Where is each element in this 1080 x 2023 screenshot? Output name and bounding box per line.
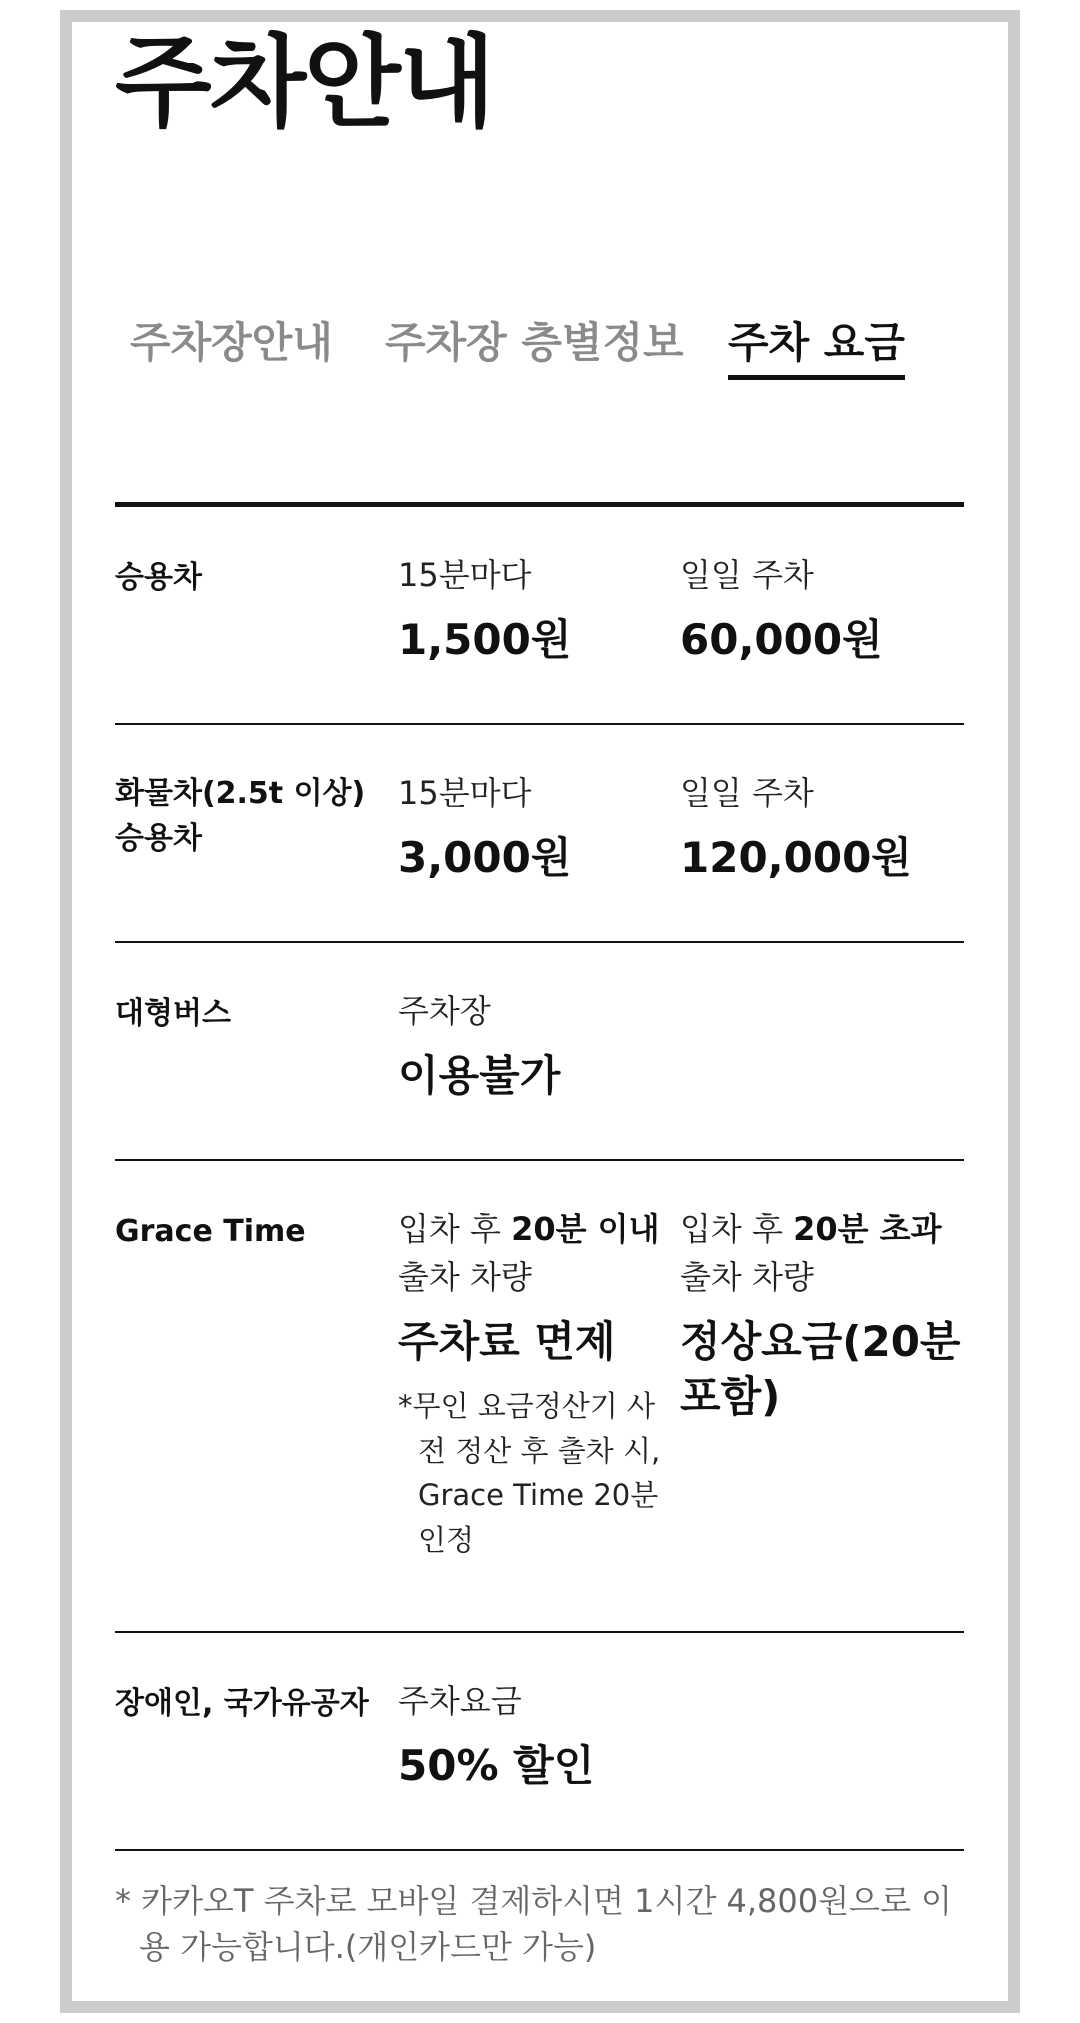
rate-caption: 15분마다 [398, 774, 532, 812]
rate-value: 60,000원 [680, 615, 883, 664]
grace-caption [680, 1205, 964, 1253]
bus-availability [398, 987, 668, 1104]
rate-caption: 주차장 [398, 992, 491, 1030]
grace-caption-line2: 출차 차량 [398, 1258, 532, 1296]
rate-per-15min [398, 551, 668, 668]
grace-caption [398, 1205, 668, 1253]
grace-over-20min [680, 1205, 964, 1424]
tab-parking-info[interactable]: 주차장안내 [130, 318, 333, 367]
tab-parking-fee[interactable]: 주차 요금 [728, 318, 905, 367]
rate-value: 주차료 면제 [398, 1317, 616, 1366]
row-label-line: 승용차 [115, 821, 202, 856]
grace-caption-bold: 20분 초과 [793, 1210, 942, 1248]
rate-caption: 15분마다 [398, 556, 532, 594]
row-label: 승용차 [115, 560, 202, 595]
grace-note: *무인 요금정산기 사전 정산 후 출차 시, Grace Time 20분인정 [398, 1388, 661, 1558]
rate-daily [680, 769, 964, 886]
rate-value: 이용불가 [398, 1051, 561, 1100]
rate-caption: 일일 주차 [680, 774, 814, 812]
rate-value: 3,000원 [398, 833, 572, 882]
rate-caption: 주차요금 [398, 1682, 522, 1720]
rate-value: 120,000원 [680, 833, 912, 882]
rate-value: 50% 할인 [398, 1741, 595, 1790]
tab-floor-info[interactable]: 주차장 층별정보 [385, 318, 684, 367]
grace-caption-prefix: 입차 후 [680, 1210, 794, 1248]
grace-caption-line2: 출차 차량 [680, 1258, 814, 1296]
page-title: 주차안내 [115, 24, 494, 141]
grace-caption-prefix: 입차 후 [398, 1210, 512, 1248]
table-row-passenger-car [115, 507, 964, 725]
rate-daily [680, 551, 964, 668]
row-label: 대형버스 [115, 996, 231, 1031]
row-label-line: 화물차(2.5t 이상) [115, 776, 366, 811]
row-label: Grace Time [115, 1214, 306, 1249]
table-row-truck [115, 725, 964, 943]
row-label: 장애인, 국가유공자 [115, 1686, 369, 1721]
rate-value: 정상요금(20분 포함) [680, 1317, 961, 1421]
grace-caption-bold: 20분 이내 [511, 1210, 660, 1248]
fee-table [115, 502, 964, 1851]
discount-rate [398, 1677, 668, 1794]
rate-caption: 일일 주차 [680, 556, 814, 594]
table-row-grace-time [115, 1161, 964, 1633]
footnote: * 카카오T 주차로 모바일 결제하시면 1시간 4,800원으로 이용 가능합니다.(개인카드만 가능) [115, 1882, 952, 1967]
table-row-disabled-veterans [115, 1633, 964, 1851]
rate-per-15min [398, 769, 668, 886]
table-row-large-bus [115, 943, 964, 1161]
grace-within-20min [398, 1205, 668, 1563]
row-label [115, 771, 365, 861]
rate-value: 1,500원 [398, 615, 572, 664]
